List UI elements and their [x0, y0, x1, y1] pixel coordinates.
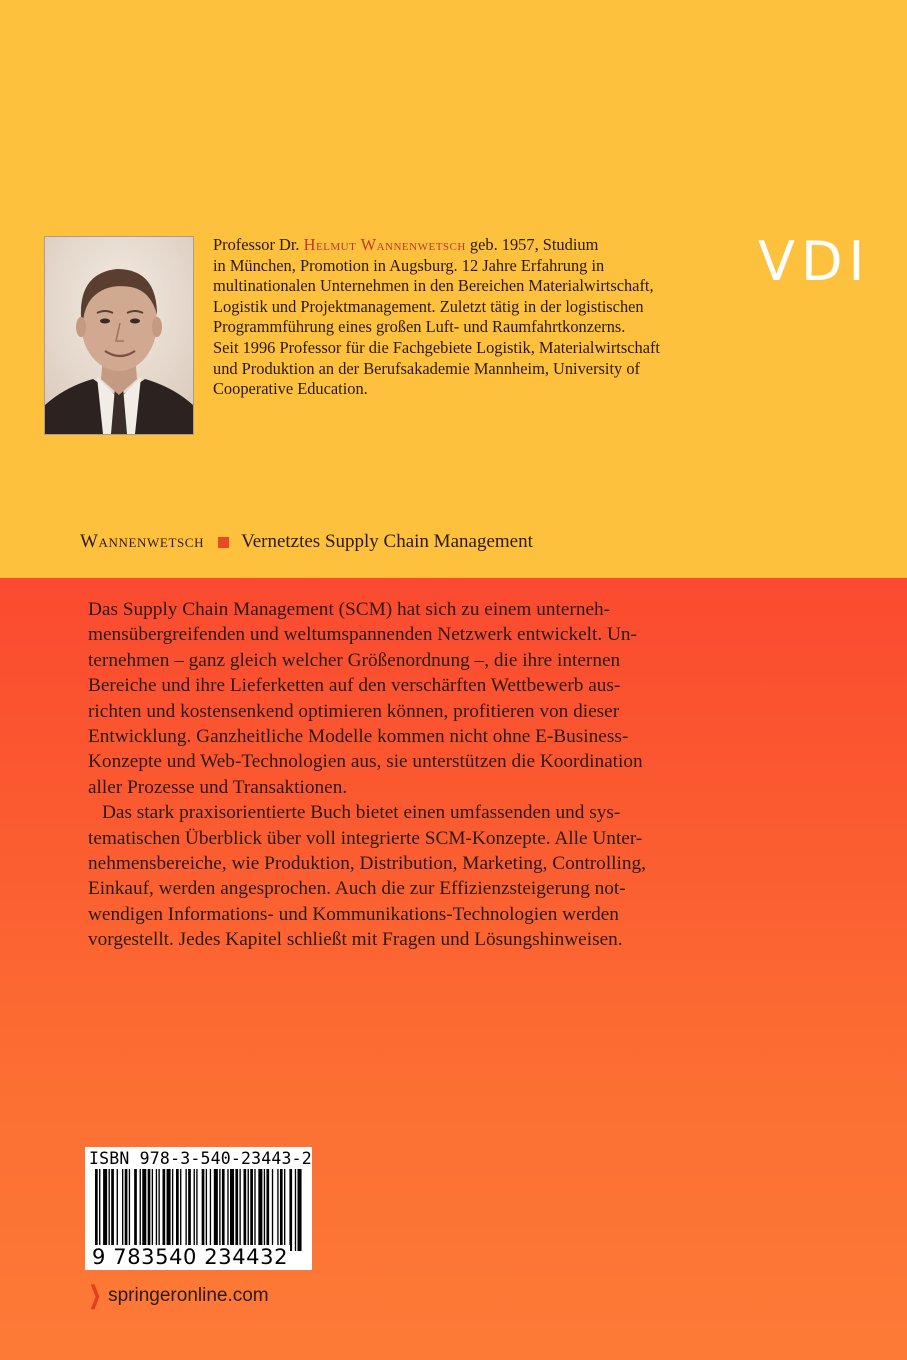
barcode-bar — [227, 1169, 228, 1251]
barcode-bar — [152, 1169, 153, 1251]
barcode-bar — [222, 1169, 225, 1251]
bio-text: geb. 1957, Studium in München, Promotion in Augsburg. 12 Jahre Erfahrung in multinationalen Unternehmen in den Bereichen Materialwirtschaft, Logistik und Projektmanagement. Zuletzt tätig in der logistischen Programmführung eines großen Luft- und Raumfahrtkonzerns. Seit 1996 Professor für die Fachgebiete Logistik, Materialwirtschaft und Produktion an der Berufsakademie Mannheim, University of Cooperative Education. — [213, 235, 660, 399]
barcode-bar — [235, 1169, 238, 1251]
barcode-bar — [158, 1169, 159, 1251]
description-paragraph: Das Supply Chain Management (SCM) hat sich zu einem unterneh- mensübergreifenden und weltumspannenden Netzwerk entwickelt. Un- ternehmen – ganz gleich welcher Größenordnung –, die ihre internen Bereiche und ihre Lieferketten auf den verschärften Wettbewerb aus- richten und kostensenkend optimieren können, profitieren von dieser Entwicklung. Ganzheitliche Modelle kommen nicht ohne E-Business- Konzepte und Web-Technologien aus, sie unterstützen die Koordination aller Prozesse und Transaktionen. — [88, 599, 643, 798]
barcode-bar — [272, 1169, 273, 1251]
barcode-bar — [206, 1169, 207, 1251]
barcode-bar — [264, 1169, 265, 1251]
square-bullet-icon — [218, 537, 229, 548]
barcode-bar — [185, 1169, 186, 1251]
website-link[interactable]: springeronline.com — [108, 1284, 269, 1306]
barcode-bars — [95, 1169, 302, 1251]
barcode-bar — [254, 1169, 255, 1251]
barcode-bar — [163, 1169, 166, 1251]
barcode-bar — [239, 1169, 240, 1251]
barcode-bar — [176, 1169, 179, 1251]
barcode-bar — [214, 1169, 218, 1251]
barcode-bar — [258, 1169, 262, 1251]
barcode-bar — [109, 1169, 110, 1251]
barcode-bar — [129, 1169, 130, 1251]
isbn-number: ISBN 978-3-540-23443-2 — [89, 1149, 312, 1168]
bio-author-name: Helmut Wannenwetsch — [303, 235, 466, 254]
barcode-bar — [156, 1169, 157, 1251]
book-description — [88, 597, 713, 953]
barcode-bar — [180, 1169, 181, 1251]
barcode-bar — [134, 1169, 137, 1251]
barcode-bar — [266, 1169, 269, 1251]
publisher-logo: VDI — [758, 230, 871, 293]
book-header — [80, 531, 533, 553]
barcode-bar — [298, 1169, 302, 1251]
barcode-bar — [194, 1169, 195, 1251]
author-bio — [213, 235, 753, 400]
barcode-bar — [125, 1169, 128, 1251]
barcode-bar — [122, 1169, 123, 1251]
barcode-bar — [277, 1169, 278, 1251]
barcode-bar — [219, 1169, 220, 1251]
barcode-bar — [284, 1169, 285, 1251]
barcode-bar — [202, 1169, 205, 1251]
barcode-bar — [111, 1169, 114, 1251]
barcode-bar — [289, 1169, 292, 1251]
barcode-bar — [244, 1169, 247, 1251]
header-author: Wannenwetsch — [80, 531, 205, 552]
barcode-bar — [248, 1169, 249, 1251]
barcode-bar — [230, 1169, 234, 1251]
barcode-bar — [148, 1169, 151, 1251]
ean-number: 9 783540 234432 — [92, 1245, 289, 1269]
description-paragraph: Das stark praxisorientierte Buch bietet einen umfassenden und sys- tematischen Überblick über voll integrierte SCM-Konzepte. Alle Unter- nehmensbereiche, wie Produktion, Distribution, Marketing, Controlling, Einkauf, werden angesprochen. Auch die zur Effizienzsteigerung not- wendigen Informations- und Kommunikations-Technologien werden vorgestellt. Jedes Kapitel schließt mit Fragen und Lösungshinweisen. — [88, 802, 646, 951]
header-title: Vernetztes Supply Chain Management — [241, 531, 533, 552]
barcode-bar — [99, 1169, 100, 1251]
chevron-right-icon: ❯ — [89, 1282, 102, 1309]
publisher-website[interactable] — [85, 1281, 269, 1310]
barcode-bar — [142, 1169, 146, 1251]
barcode-bar — [196, 1169, 197, 1251]
barcode-bar — [95, 1169, 98, 1251]
author-portrait — [45, 237, 193, 434]
barcode-bar — [280, 1169, 283, 1251]
barcode-bar — [188, 1169, 191, 1251]
barcode-bar — [172, 1169, 173, 1251]
barcode-bar — [103, 1169, 107, 1251]
isbn-barcode — [85, 1147, 312, 1270]
bio-prefix: Professor Dr. — [213, 235, 304, 254]
barcode-bar — [295, 1169, 296, 1251]
barcode-bar — [140, 1169, 141, 1251]
barcode-bar — [210, 1169, 211, 1251]
barcode-bar — [117, 1169, 118, 1251]
barcode-bar — [250, 1169, 253, 1251]
barcode-bar — [167, 1169, 171, 1251]
